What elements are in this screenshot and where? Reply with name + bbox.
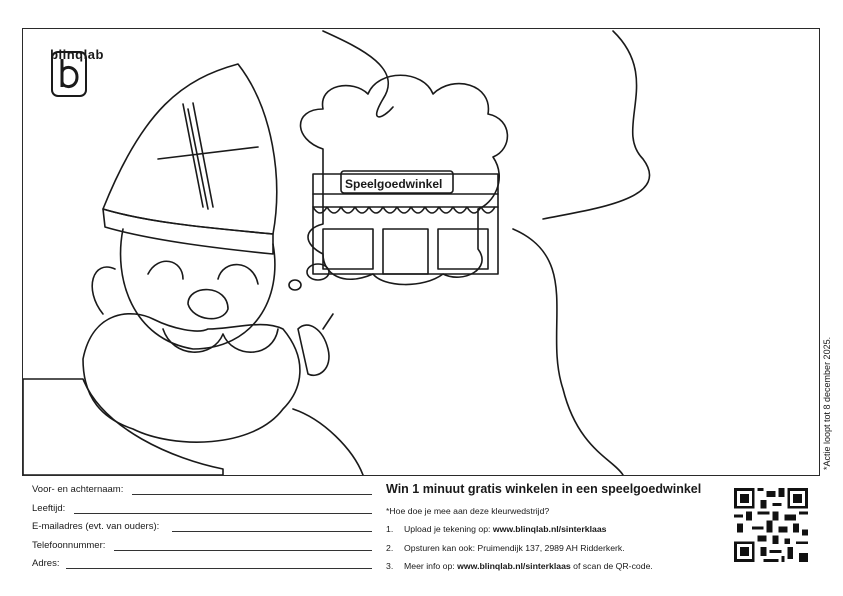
- contest-step: [386, 543, 726, 553]
- ear: [92, 267, 115, 314]
- contest-step: [386, 524, 726, 534]
- thought-bubble-tiny: [289, 280, 301, 290]
- qr-code-icon[interactable]: [734, 488, 808, 562]
- shop-awning: [313, 207, 498, 213]
- step-number: 1.: [386, 524, 394, 534]
- contest-title: Win 1 minuut gratis winkelen in een speelgoedwinkel: [386, 482, 702, 496]
- phone-field[interactable]: [114, 550, 372, 551]
- step-text: Opsturen kan ook: Pruimendijk 137, 2989 AH Ridderkerk.: [404, 542, 625, 553]
- step-link[interactable]: www.blinqlab.nl/sinterklaas: [492, 524, 607, 534]
- shop-door: [383, 229, 428, 274]
- entry-form: [32, 484, 372, 577]
- contest-question: *Hoe doe je mee aan deze kleurwedstrijd?: [386, 506, 550, 516]
- nose: [188, 290, 228, 319]
- form-row-age: [32, 503, 372, 522]
- contest-info: [386, 482, 726, 580]
- blinqlab-logo-icon: [49, 49, 89, 99]
- step-text-part: Meer info op:: [404, 561, 458, 571]
- shop-sign-text: Speelgoedwinkel: [345, 177, 443, 191]
- address-label: Adres:: [32, 558, 60, 569]
- step-link[interactable]: www.blinqlab.nl/sinterklaas: [457, 561, 571, 571]
- form-row-name: [32, 484, 372, 503]
- brand-logo: [49, 49, 105, 62]
- robe: [23, 379, 223, 475]
- name-field[interactable]: [132, 494, 372, 495]
- beard: [83, 314, 300, 442]
- step-text: [404, 561, 653, 571]
- thought-bubble-small: [307, 264, 329, 280]
- step-text-part: of scan de QR-code.: [570, 561, 653, 571]
- wavy-line: [513, 229, 623, 475]
- form-row-address: [32, 558, 372, 577]
- step-text: [404, 524, 606, 534]
- form-row-email: [32, 521, 372, 540]
- hand: [298, 314, 333, 375]
- mustache: [163, 329, 278, 352]
- step-text-part: Upload je tekening op:: [404, 524, 493, 534]
- contest-step: [386, 561, 726, 571]
- address-field[interactable]: [66, 568, 372, 569]
- form-row-phone: [32, 540, 372, 559]
- step-number: 3.: [386, 561, 394, 571]
- email-field[interactable]: [172, 531, 372, 532]
- coloring-frame: [22, 28, 820, 476]
- contest-steps: [386, 524, 726, 571]
- coloring-drawing: [23, 29, 819, 475]
- step-number: 2.: [386, 542, 394, 553]
- eye-right: [218, 265, 258, 284]
- email-label: E-mailadres (evt. van ouders):: [32, 521, 160, 532]
- shop-window: [323, 229, 373, 269]
- phone-label: Telefoonnummer:: [32, 539, 106, 551]
- mitre-cross: [158, 109, 258, 209]
- wavy-line: [323, 31, 393, 117]
- brand-name: blinqlab: [50, 47, 104, 62]
- name-label: Voor- en achternaam:: [32, 484, 124, 495]
- age-label: Leeftijd:: [32, 502, 66, 514]
- shop-window: [438, 229, 488, 269]
- eye-left: [148, 261, 183, 279]
- wavy-line: [543, 31, 650, 219]
- mitre: [103, 64, 277, 234]
- age-field[interactable]: [74, 513, 372, 514]
- disclaimer: *Actie loopt tot 8 december 2025.: [822, 336, 832, 470]
